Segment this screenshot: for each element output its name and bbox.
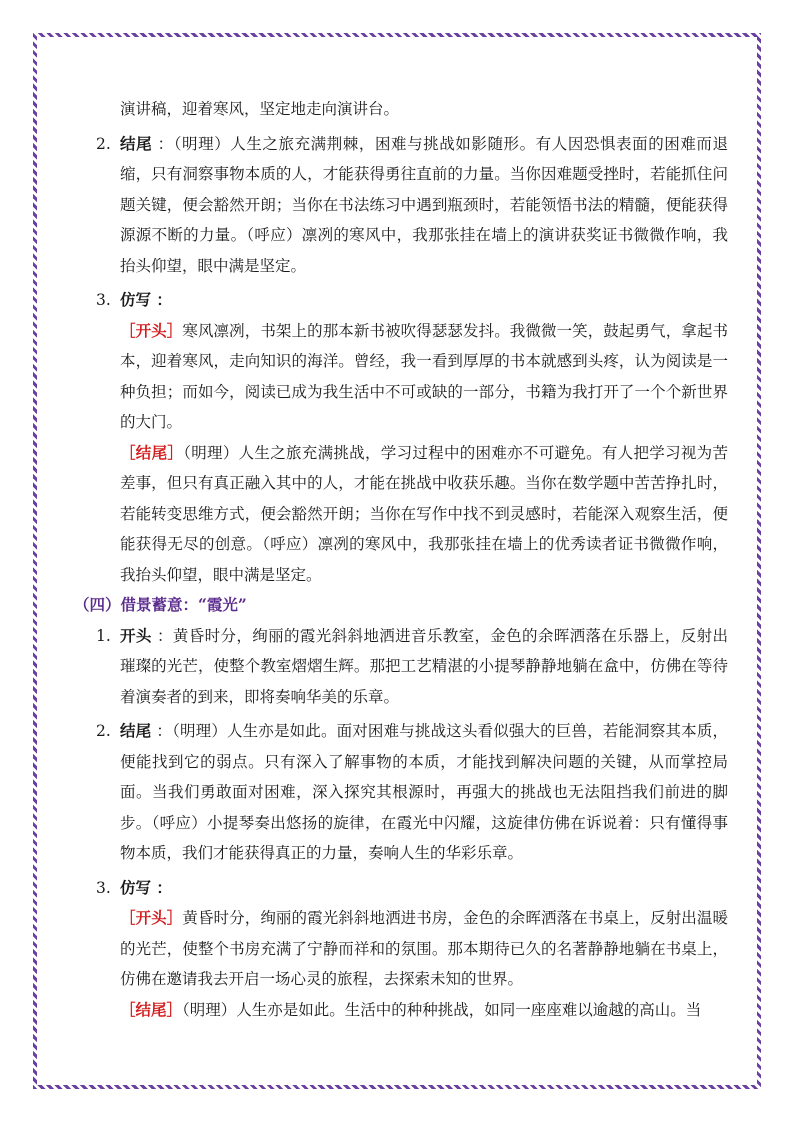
list-item-imitation (78, 873, 728, 904)
imitation-text: 寒风凛冽，书架上的那本新书被吹得瑟瑟发抖。我微微一笑，鼓起勇气，拿起书本，迎着寒风，走向知识的海洋。曾经，我一看到厚厚的书本就感到头疼，认为阅读是一种负担；而如今，阅读已成为我生活中不可或缺的一部分，书籍为我打开了一个个新世界的大门。 (120, 321, 728, 431)
item-label: 仿写 (120, 290, 152, 309)
imitation-text: （明理）人生之旅充满挑战，学习过程中的困难亦不可避免。有人把学习视为苦差事，但只有真正融入其中的人，才能在挑战中收获乐趣。当你在数学题中苦苦挣扎时，若能转变思维方式，便会豁然开朗；当你在写作中找不到灵感时，若能深入观察生活，便能获得无尽的创意。（呼应）凛冽的寒风中，我那张挂在墙上的优秀读者证书微微作响，我抬头仰望，眼中满是坚定。 (120, 443, 728, 584)
item-label: 结尾 (120, 133, 153, 153)
list-item-ending (78, 716, 728, 869)
list-item-ending (78, 129, 728, 282)
imitation-text: （明理）人生亦是如此。生活中的种种挑战，如同一座座难以逾越的高山。当 (182, 1000, 702, 1019)
imitation-text: 黄昏时分，绚丽的霞光斜斜地洒进书房，金色的余晖洒落在书桌上，反射出温暖的光芒，使整个书房充满了宁静而祥和的氛围。那本期待已久的名著静静地躺在书桌上，仿佛在邀请我去开启一场心灵的旅程，去探索未知的世界。 (120, 909, 728, 988)
document-body (74, 94, 728, 1025)
item-text: ：黄昏时分，绚丽的霞光斜斜地洒进音乐教室，金色的余晖洒落在乐器上，反射出璀璨的光芒，使整个教室熠熠生辉。那把工艺精湛的小提琴静静地躺在盒中，仿佛在等待着演奏者的到来，即将奏响华美的乐章。 (120, 626, 728, 706)
item-label: 结尾 (120, 721, 152, 740)
section-heading: （四）借景蓄意：“霞光” (74, 595, 247, 614)
imitation-opening (78, 316, 728, 438)
tag-opening: ［开头］ (120, 908, 183, 927)
list-number: 2. (96, 722, 111, 740)
tag-opening: ［开头］ (120, 320, 183, 340)
list-number: 3. (96, 878, 111, 897)
tag-ending: ［结尾］ (120, 999, 183, 1019)
tag-ending: ［结尾］ (120, 442, 184, 462)
item-label: 开头 (120, 625, 152, 645)
item-colon: ： (151, 290, 172, 309)
list-item-opening (78, 621, 728, 713)
item-text: ：（明理）人生之旅充满荆棘，困难与挑战如影随形。有人因恐惧表面的困难而退缩，只有洞察事物本质的人，才能获得勇往直前的力量。当你因难题受挫时，若能抓住问题关键，便会豁然开朗；当你在书法练习中遇到瓶颈时，若能领悟书法的精髓，便能获得源源不断的力量。（呼应）凛冽的寒风中，我那张挂在墙上的演讲获奖证书微微作响，我抬头仰望，眼中满是坚定。 (120, 134, 728, 275)
list-number: 1. (96, 626, 111, 645)
list-item-imitation (78, 285, 728, 316)
imitation-ending (78, 995, 728, 1026)
imitation-ending (78, 438, 728, 591)
paragraph: 演讲稿，迎着寒风，坚定地走向演讲台。 (120, 100, 400, 118)
item-text: ：（明理）人生亦是如此。面对困难与挑战这头看似强大的巨兽，若能洞察其本质，便能找到它的弱点。只有深入了解事物的本质，才能找到解决问题的关键，从而掌控局面。当我们勇敢面对困难，深入探究其根源时，再强大的挑战也无法阻挡我们前进的脚步。（呼应）小提琴奏出悠扬的旋律，在霞光中闪耀，这旋律仿佛在诉说着：只有懂得事物本质，我们才能获得真正的力量，奏响人生的华彩乐章。 (120, 722, 728, 862)
imitation-opening (78, 903, 728, 995)
item-colon: ： (151, 877, 172, 897)
list-number: 2. (96, 134, 111, 153)
item-label: 仿写 (120, 877, 152, 897)
list-number: 3. (96, 291, 111, 309)
